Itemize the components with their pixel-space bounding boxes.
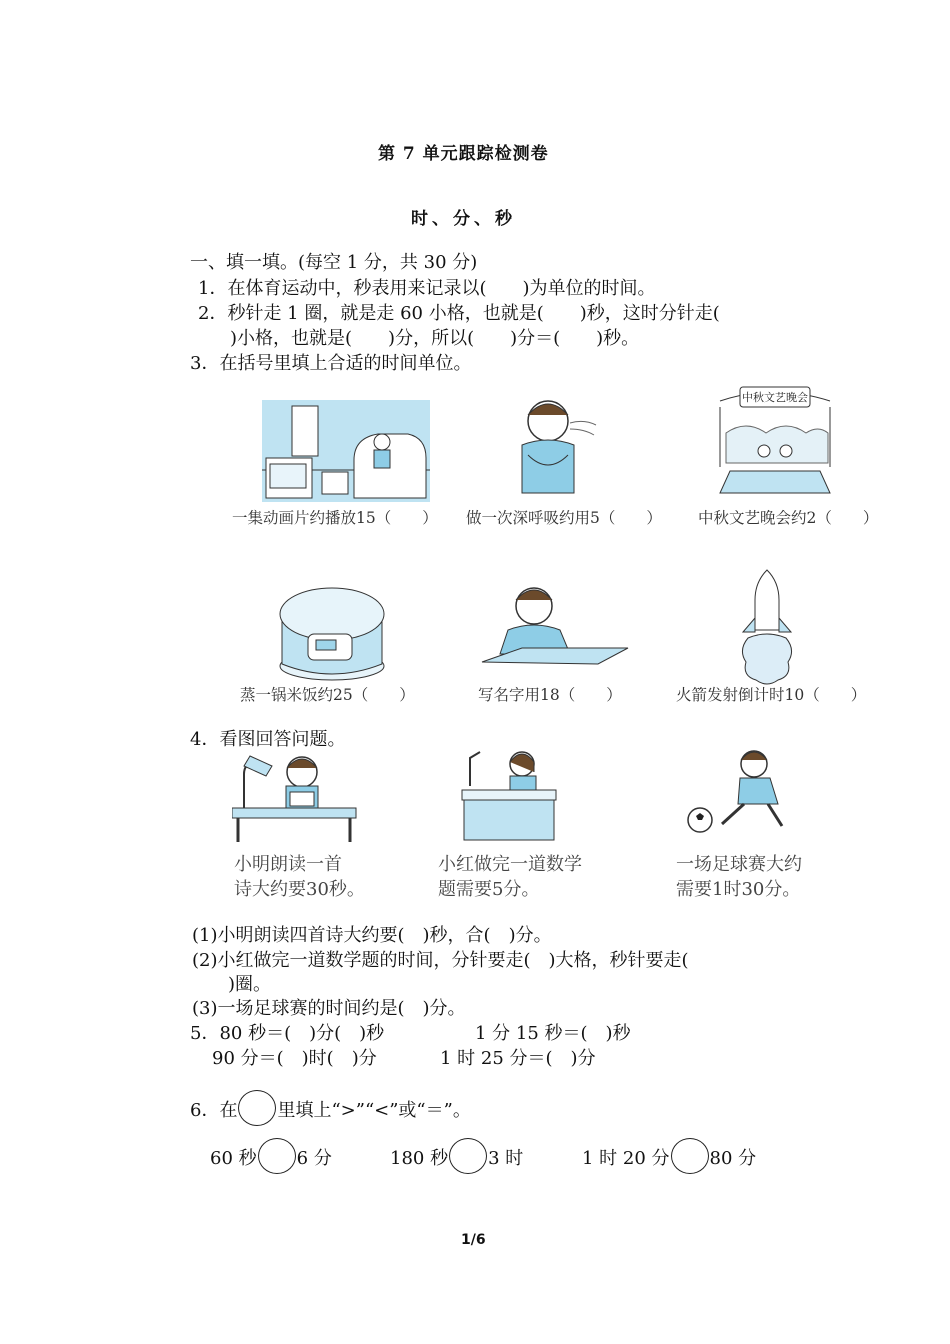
question-5-item-c: 90 分＝( )时( )分 [212,1048,377,1069]
caption-rice-cooking: 蒸一锅米饭约25（ ） [240,686,415,704]
caption-xiaoming-line1: 小明朗读一首 [234,854,342,875]
caption-writing-name: 写名字用18（ ） [478,686,622,704]
caption-xiaohong-line1: 小红做完一道数学 [438,854,582,875]
compare-left: 1 时 20 分 [582,1148,670,1169]
caption-deep-breath: 做一次深呼吸约用5（ ） [466,509,662,527]
answer-circle-icon [238,1090,276,1126]
boy-breathing-illustration [508,393,606,498]
question-5-item-b: 1 分 15 秒＝( )秒 [475,1023,631,1044]
rice-cooker-illustration [276,576,388,684]
caption-football-line1: 一场足球赛大约 [676,854,802,875]
rocket-launch-illustration [738,568,796,686]
question-6-prefix: 6．在 [190,1100,238,1121]
caption-football-match [676,852,802,902]
question-4-sub2-line1: (2)小红做完一道数学题的时间，分针要走( )大格，秒针要走( [192,950,689,971]
question-5-item-d: 1 时 25 分＝( )分 [440,1048,596,1069]
page-number: 1/6 [461,1232,486,1248]
caption-cartoon-episode: 一集动画片约播放15（ ） [232,509,438,527]
unit-title: 第 7 单元跟踪检测卷 [378,144,549,164]
caption-moon-festival-show: 中秋文艺晚会约2（ ） [698,509,879,527]
caption-rocket-countdown: 火箭发射倒计时10（ ） [676,686,867,704]
compare-item-1 [210,1138,332,1174]
question-4-sub2-line2: )圈。 [228,974,272,995]
question-5-item-a: 5．80 秒＝( )分( )秒 [190,1023,385,1044]
moon-festival-stage-illustration [716,383,834,497]
compare-circle-2[interactable] [449,1138,487,1174]
compare-right: 6 分 [296,1148,332,1169]
xiaoming-reading-illustration [232,752,358,844]
section-heading: 一、填一填。(每空 1 分，共 30 分) [190,252,478,273]
question-6 [190,1090,471,1126]
caption-xiaoming-line2: 诗大约要30秒。 [234,879,365,900]
xiaohong-doing-math-illustration [460,748,558,842]
caption-xiaohong-math [438,852,582,902]
stage-banner-text: 中秋文艺晚会 [742,391,808,404]
compare-left: 60 秒 [210,1148,257,1169]
compare-circle-3[interactable] [671,1138,709,1174]
question-6-instruction: 里填上“>”“<”或“＝”。 [277,1100,471,1121]
question-1: 1．在体育运动中，秒表用来记录以( )为单位的时间。 [198,278,656,299]
compare-right: 80 分 [709,1148,757,1169]
living-room-tv-illustration [262,400,430,502]
compare-left: 180 秒 [390,1148,449,1169]
question-4: 4．看图回答问题。 [190,729,346,750]
compare-right: 3 时 [488,1148,524,1169]
question-2-line1: 2．秒针走 1 圈，就是走 60 小格，也就是( )秒，这时分针走( [198,303,720,324]
boy-playing-football-illustration [684,748,796,838]
boy-writing-name-illustration [478,582,634,668]
page-subtitle: 时、分、秒 [411,209,516,229]
caption-xiaoming-reading [234,852,365,902]
question-3: 3．在括号里填上合适的时间单位。 [190,353,472,374]
caption-football-line2: 需要1时30分。 [676,879,801,900]
question-4-sub1: (1)小明朗读四首诗大约要( )秒，合( )分。 [192,925,552,946]
question-4-sub3: (3)一场足球赛的时间约是( )分。 [192,998,466,1019]
caption-xiaohong-line2: 题需要5分。 [438,879,540,900]
compare-circle-1[interactable] [258,1138,296,1174]
compare-item-3 [582,1138,756,1174]
question-2-line2: )小格，也就是( )分，所以( )分＝( )秒。 [230,328,640,349]
compare-item-2 [390,1138,523,1174]
